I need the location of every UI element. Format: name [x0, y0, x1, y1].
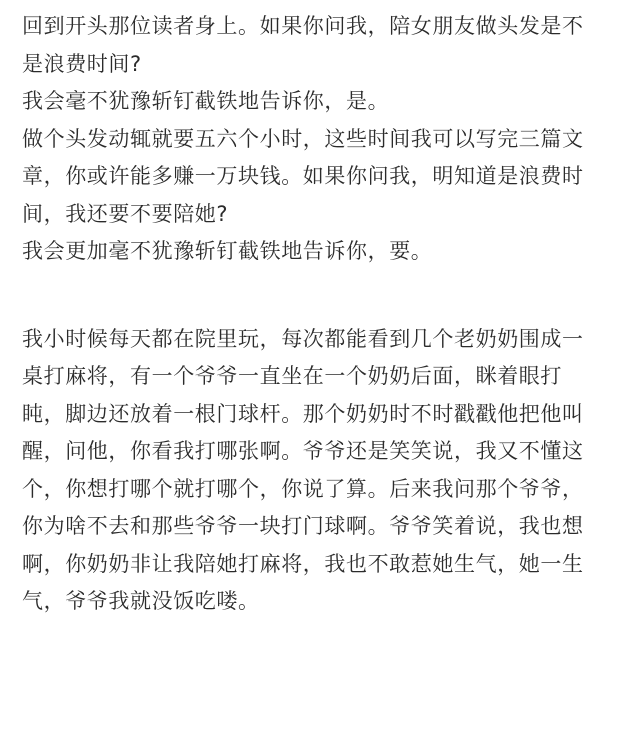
text-line: 你为啥不去和那些爷爷一块打门球啊。爷爷笑着说，我也想 — [22, 514, 584, 538]
text-line: 是浪费时间? — [22, 51, 142, 76]
paragraph-grandpa-story — [22, 321, 622, 621]
article-body — [22, 8, 622, 621]
text-line: 醒，问他，你看我打哪张啊。爷爷还是笑笑说，我又不懂这 — [22, 439, 584, 463]
text-line: 个，你想打哪个就打哪个，你说了算。后来我问那个爷爷， — [22, 476, 584, 501]
text-line: 做个头发动辄就要五六个小时，这些时间我可以写完三篇文 — [22, 126, 584, 151]
text-line: 我会毫不犹豫斩钉截铁地告诉你，是。 — [22, 89, 390, 113]
paragraph-answer-yes-again — [22, 233, 622, 271]
text-line: 啊，你奶奶非让我陪她打麻将，我也不敢惹她生气，她一生 — [22, 551, 584, 576]
text-line: 我会更加毫不犹豫斩钉截铁地告诉你，要。 — [22, 239, 433, 263]
text-line: 回到开头那位读者身上。如果你问我，陪女朋友做头发是不 — [22, 14, 584, 38]
text-line: 我小时候每天都在院里玩，每次都能看到几个老奶奶围成一 — [22, 326, 584, 351]
text-line: 章，你或许能多赚一万块钱。如果你问我，明知道是浪费时 — [22, 164, 584, 188]
paragraph-answer-yes — [22, 83, 622, 121]
text-line: 盹，脚边还放着一根门球杆。那个奶奶时不时戳戳他把他叫 — [22, 401, 584, 426]
paragraph-readers-question — [22, 8, 622, 83]
text-line: 间，我还要不要陪她? — [22, 201, 229, 226]
paragraph-hairdo-time — [22, 121, 622, 234]
paragraph-gap — [22, 271, 622, 321]
text-line: 气，爷爷我就没饭吃喽。 — [22, 589, 260, 613]
text-line: 桌打麻将，有一个爷爷一直坐在一个奶奶后面，眯着眼打 — [22, 364, 562, 388]
